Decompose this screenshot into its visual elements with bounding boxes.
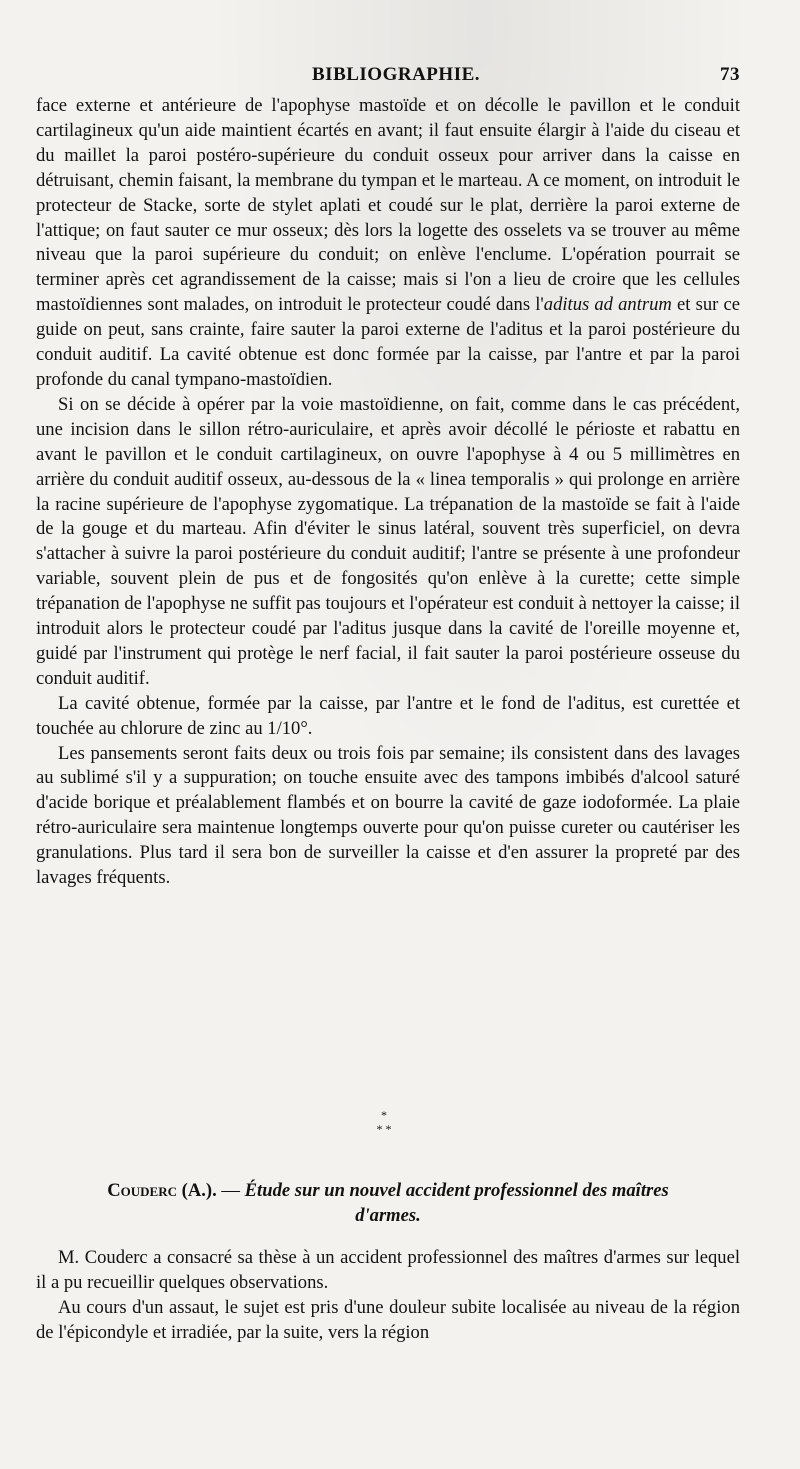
paragraph-cavity: La cavité obtenue, formée par la caisse, par l'antre et le fond de l'aditus, est curettée et touchée au chlorure de zinc au 1/10°.: [36, 692, 740, 739]
paragraph-text: face externe et antérieure de l'apophyse mastoïde et on décolle le pavillon et le conduit cartilagineux qu'un aide maintient écartés en avant; il faut ensuite élargir à l'aide du ciseau et du maillet la paroi postéro-supérieure du conduit osseux pour arriver dans la caisse en détruisant, chemin faisant, la membrane du tympan et le marteau. A ce moment, on introduit le protecteur de Stacke, sorte de stylet aplati et coudé sur le plat, derrière la paroi externe de l'attique; on faut sauter ce mur osseux; dès lors la logette des osselets va se trouver au même niveau que la paroi supérieure du conduit; on enlève l'enclume. L'opération pourrait se terminer après cet agrandissement de la caisse; mais si l'on a lieu de croire que les cellules mastoïdiennes sont malades, on introduit le protecteur coudé dans l': [36, 95, 740, 316]
review-title-continued: d'armes.: [355, 1205, 421, 1226]
paragraph-operation-stacke: [36, 94, 740, 393]
paragraph-text: et sur ce guide on peut, sans crainte, faire sauter la paroi externe de l'aditus et la paroi postérieure du conduit auditif. La cavité obtenue est donc formée par la caisse, par l'antre et par la paroi profonde du canal tympano-mastoïdien.: [36, 294, 740, 390]
review-paragraph-intro: M. Couderc a consacré sa thèse à un accident professionnel des maîtres d'armes sur lequel il a pu recueillir quelques observations.: [36, 1247, 740, 1293]
asterism-bottom: * *: [376, 1122, 392, 1136]
paragraph-mastoid-approach: Si on se décide à opérer par la voie mastoïdienne, on fait, comme dans le cas précédent, une incision dans le sillon rétro-auriculaire, et après avoir décollé le périoste et rabattu en avant le pavillon et le conduit cartilagineux, on ouvre l'apophyse à 4 ou 5 millimètres en arrière du conduit auditif osseux, au-dessous de la « linea temporalis » qui prolonge en arrière la racine supérieure de l'apophyse zygomatique. La trépanation de la mastoïde se fait à l'aide de la gouge et du marteau. Afin d'éviter le sinus latéral, souvent très superficiel, on devra s'attacher à suivre la paroi postérieure du conduit auditif; l'antre se présente à une profondeur variable, souvent plein de pus et de fongosités qu'on enlève à la curette; cette simple trépanation de l'apophyse ne suffit pas toujours et l'opérateur est conduit à nettoyer la caisse; il introduit alors le protecteur coudé par l'aditus jusque dans la cavité de l'oreille moyenne et, guidé par l'instrument qui protège le nerf facial, il fait sauter la paroi postérieure osseuse du conduit auditif.: [36, 393, 740, 689]
italic-term: aditus ad antrum: [543, 294, 672, 316]
article-body: [36, 94, 740, 891]
running-title: BIBLIOGRAPHIE.: [312, 64, 481, 85]
review-entry: [36, 1178, 740, 1345]
asterism-divider: [364, 1108, 404, 1136]
review-author: Couderc (A.).: [107, 1180, 217, 1201]
review-dash: —: [216, 1180, 245, 1201]
review-title: Étude sur un nouvel accident professionnel des maîtres: [244, 1180, 669, 1201]
paragraph-dressings: Les pansements seront faits deux ou trois fois par semaine; ils consistent dans des lavages au sublimé s'il y a suppuration; on touche ensuite avec des tampons imbibés d'alcool saturé d'acide borique et préalablement flambés et on bourre la cavité de gaze iodoformée. La plaie rétro-auriculaire sera maintenue longtemps ouverte pour qu'on puisse cureter ou cautériser les granulations. Plus tard il sera bon de surveiller la caisse et d'en assurer la propreté par des lavages fréquents.: [36, 742, 740, 889]
asterism-top: *: [381, 1108, 387, 1122]
review-paragraph-case: Au cours d'un assaut, le sujet est pris d'une douleur subite localisée au niveau de la région de l'épicondyle et irradiée, par la suite, vers la région: [36, 1297, 740, 1343]
page-number: 73: [720, 64, 740, 85]
running-head: [36, 64, 740, 92]
review-heading: [36, 1178, 740, 1228]
